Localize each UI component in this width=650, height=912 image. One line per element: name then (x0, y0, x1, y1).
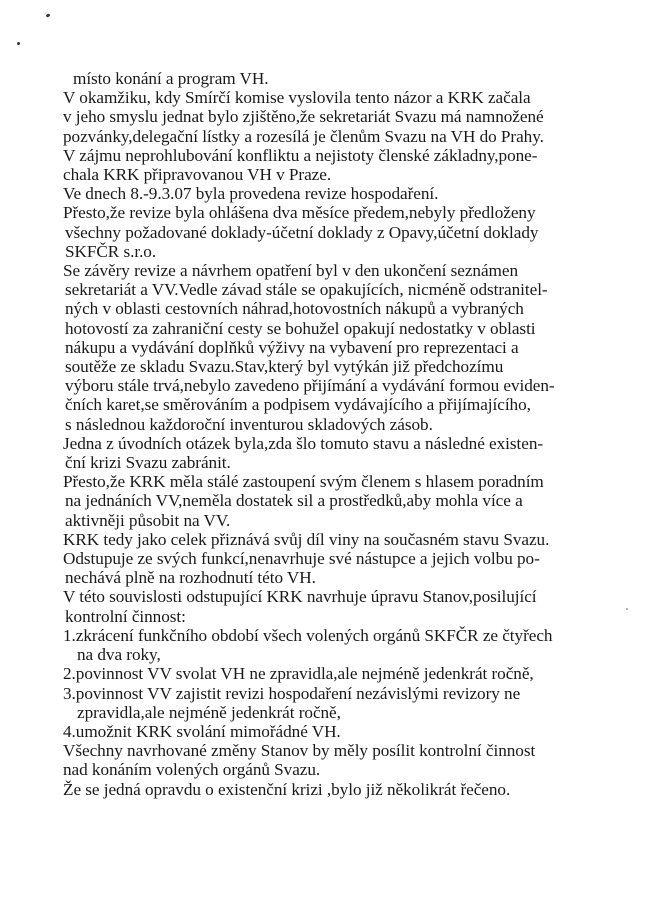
text-line: sekretariát a VV.Vedle závad stále se opakujících, nicméně odstranitel- (65, 280, 548, 300)
text-line: na dva roky, (77, 645, 161, 665)
text-line: nad konáním volených orgánů Svazu. (63, 760, 321, 780)
text-line: místo konání a program VH. (73, 69, 269, 88)
text-line: V této souvislosti odstupující KRK navrhuje úpravu Stanov,posilující (63, 587, 537, 607)
text-line: 4.umožnit KRK svolání mimořádné VH. (63, 721, 341, 741)
text-line: ční krizi Svazu zabránit. (65, 453, 231, 473)
text-line: s následnou každoroční inventurou skladových zásob. (65, 414, 433, 434)
text-line: Přesto,že revize byla ohlášena dva měsíce předem,nebyly předloženy (63, 203, 536, 223)
text-line: Odstupuje ze svých funkcí,nenavrhuje své nástupce a jejich volbu po- (63, 549, 540, 569)
text-line: Že se jedná opravdu o existenční krizi ,bylo již několikrát řečeno. (63, 779, 511, 799)
text-line: Všechny navrhované změny Stanov by měly posílit kontrolní činnost (63, 741, 536, 761)
text-line: nákupu a vydávání doplňků výživy na vybavení pro reprezentaci a (65, 337, 519, 357)
text-line: 2.povinnost VV svolat VH ne zpravidla,ale nejméně jedenkrát ročně, (63, 664, 534, 684)
text-line: Se závěry revize a návrhem opatření byl v den ukončení seznámen (63, 261, 518, 281)
text-line: ných v oblasti cestovních náhrad,hotovostních nákupů a vybraných (65, 299, 524, 319)
text-line: pozvánky,delegační lístky a rozesílá je členům Svazu na VH do Prahy. (63, 126, 544, 146)
text-line: SKFČR s.r.o. (65, 241, 157, 261)
text-line: zpravidla,ale nejméně jedenkrát ročně, (77, 702, 341, 722)
text-line: Jedna z úvodních otázek byla,zda šlo tomuto stavu a následné existen- (63, 433, 544, 453)
text-line: soutěže ze skladu Svazu.Stav,který byl vytýkán již předchozímu (65, 357, 504, 377)
text-line: V okamžiku, kdy Smírčí komise vyslovila tento názor a KRK začala (63, 88, 531, 108)
scan-speck (46, 13, 51, 18)
text-line: hotovostí za zahraniční cesty se bohužel opakují nedostatky v oblasti (65, 318, 536, 338)
text-line: 3.povinnost VV zajistit revizi hospodaření nezávislými revizory ne (63, 683, 521, 703)
text-line: Přesto,že KRK měla stálé zastoupení svým členem s hlasem poradním (63, 472, 544, 492)
text-line: KRK tedy jako celek přiznává svůj díl viny na současném stavu Svazu. (63, 529, 550, 549)
text-line: chala KRK připravovanou VH v Praze. (63, 165, 332, 185)
text-line: čních karet,se směrováním a podpisem vydávajícího a přijímajícího, (65, 395, 531, 415)
text-line: V zájmu neprohlubování konfliktu a nejistoty členské základny,pone- (63, 145, 538, 165)
text-line: všechny požadované doklady-účetní doklady z Opavy,účetní doklady (65, 222, 539, 242)
text-line: Ve dnech 8.-9.3.07 byla provedena revize hospodaření. (63, 184, 439, 204)
text-line: kontrolní činnost: (65, 606, 186, 626)
text-line: v jeho smyslu jednat bylo zjištěno,že sekretariát Svazu má namnožené (63, 107, 544, 127)
text-line: nechává plně na rozhodnutí této VH. (65, 568, 316, 588)
text-line: aktivněji působit na VV. (65, 510, 231, 530)
text-line: 1.zkrácení funkčního období všech volených orgánů SKFČR ze čtyřech (63, 625, 553, 645)
text-line: na jednáních VV,neměla dostatek sil a prostředků,aby mohla více a (65, 491, 523, 511)
document-body (63, 69, 633, 799)
scan-speck (17, 42, 20, 45)
text-line: výboru stále trvá,nebylo zavedeno přijímání a vydávání formou eviden- (65, 376, 555, 396)
